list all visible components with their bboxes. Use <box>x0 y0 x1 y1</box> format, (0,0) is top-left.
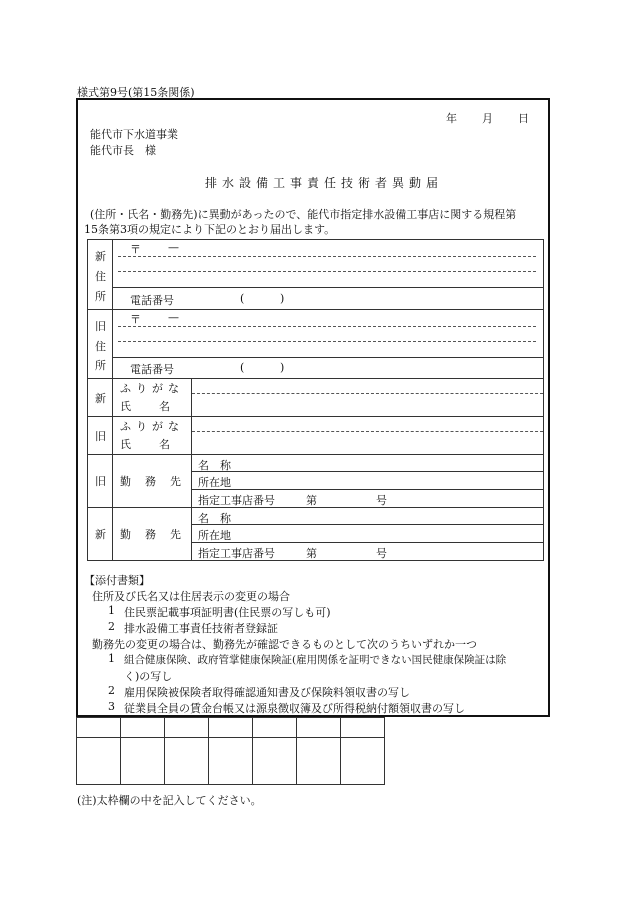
addressee-line2: 能代市長 様 <box>90 144 156 157</box>
work-new-name-label: 名 称 <box>198 512 231 525</box>
work-old-title: 勤務先 <box>120 475 195 488</box>
attachments-heading: 【添付書類】 <box>84 574 150 587</box>
stamp-cell[interactable] <box>77 738 121 785</box>
case1-item-2-num: 2 <box>108 620 115 633</box>
footnote: (注)太枠欄の中を記入してください。 <box>77 794 262 807</box>
work-old-name-label: 名 称 <box>198 459 231 472</box>
address-new-label-3: 所 <box>95 290 106 303</box>
name-new-name-label: 氏 名 <box>120 400 172 413</box>
stamp-cell[interactable] <box>297 738 341 785</box>
case2-item-1-text: 組合健康保険、政府管掌健康保険証(雇用関係を証明できない国民健康保険証は除 <box>124 654 507 666</box>
work-new-reg-prefix: 第 <box>306 547 317 560</box>
case1-item-1-text: 住民票記載事項証明書(住民票の写しも可) <box>124 606 331 619</box>
phone-old-label: 電話番号 <box>130 363 174 376</box>
work-old-label: 旧 <box>95 475 106 488</box>
stamp-cell[interactable] <box>341 738 385 785</box>
address-new-line-1[interactable] <box>118 256 536 257</box>
main-table <box>87 239 544 561</box>
case1-item-2-text: 排水設備工事責任技術者登録証 <box>124 622 278 635</box>
address-old-line-2[interactable] <box>118 341 536 342</box>
name-old-label: 旧 <box>95 430 106 443</box>
date-month-label: 月 <box>482 112 493 125</box>
stamp-cell[interactable] <box>121 738 165 785</box>
date-day-label: 日 <box>518 112 529 125</box>
stamp-cell[interactable] <box>253 718 297 738</box>
address-old-label-1: 旧 <box>95 320 106 333</box>
postal-dash: — <box>168 311 179 324</box>
addressee-line1: 能代市下水道事業 <box>90 128 178 141</box>
case2-item-1-num: 1 <box>108 652 115 665</box>
name-old-furigana-label: ふりがな <box>120 420 184 433</box>
phone-new-paren-close: ) <box>280 292 285 305</box>
address-new-line-2[interactable] <box>118 271 536 272</box>
address-old-label-2: 住 <box>95 340 106 353</box>
name-old-furigana-field[interactable] <box>192 431 543 432</box>
stamp-grid <box>76 717 385 785</box>
case2-item-3-num: 3 <box>108 700 115 713</box>
case2-item-3-text: 従業員全員の賃金台帳又は源泉徴収簿及び所得税納付額領収書の写し <box>124 702 465 715</box>
postal-dash: — <box>168 241 179 254</box>
work-old-location-label: 所在地 <box>198 476 231 489</box>
name-new-label: 新 <box>95 392 106 405</box>
postal-mark-icon: 〒 <box>130 243 141 256</box>
stamp-cell[interactable] <box>341 718 385 738</box>
case2-item-1-cont: く)の写し <box>124 670 173 683</box>
work-new-reg-label: 指定工事店番号 <box>198 547 275 560</box>
stamp-cell[interactable] <box>209 718 253 738</box>
postal-mark-icon: 〒 <box>130 313 141 326</box>
form-frame <box>76 98 550 717</box>
attachments-case1: 住所及び氏名又は住居表示の変更の場合 <box>92 590 290 603</box>
address-new-label-1: 新 <box>95 250 106 263</box>
phone-old-paren-open: ( <box>240 361 245 374</box>
name-new-furigana-label: ふりがな <box>120 382 184 395</box>
case2-item-2-num: 2 <box>108 684 115 697</box>
address-old-line-1[interactable] <box>118 326 536 327</box>
work-old-reg-suffix: 号 <box>376 494 387 507</box>
stamp-cell[interactable] <box>209 738 253 785</box>
phone-old-paren-close: ) <box>280 361 285 374</box>
work-new-title: 勤務先 <box>120 528 195 541</box>
stamp-cell[interactable] <box>297 718 341 738</box>
date-year-label: 年 <box>446 112 457 125</box>
work-old-reg-prefix: 第 <box>306 494 317 507</box>
name-new-furigana-field[interactable] <box>192 393 543 394</box>
stamp-cell[interactable] <box>121 718 165 738</box>
phone-new-label: 電話番号 <box>130 294 174 307</box>
intro-line2: 15条第3項の規定により下記のとおり届出します。 <box>84 223 336 236</box>
case1-item-1-num: 1 <box>108 604 115 617</box>
case2-item-2-text: 雇用保険被保険者取得確認通知書及び保険料領収書の写し <box>124 686 410 699</box>
stamp-cell[interactable] <box>77 718 121 738</box>
work-new-reg-suffix: 号 <box>376 547 387 560</box>
attachments-case2: 勤務先の変更の場合は、勤務先が確認できるものとして次のうちいずれか一つ <box>92 638 477 651</box>
intro-line1: (住所・氏名・勤務先)に異動があったので、能代市指定排水設備工事店に関する規程第 <box>90 208 517 221</box>
stamp-cell[interactable] <box>165 718 209 738</box>
stamp-cell[interactable] <box>253 738 297 785</box>
stamp-cell[interactable] <box>165 738 209 785</box>
phone-new-paren-open: ( <box>240 292 245 305</box>
work-new-location-label: 所在地 <box>198 529 231 542</box>
address-new-label-2: 住 <box>95 270 106 283</box>
name-old-name-label: 氏 名 <box>120 438 172 451</box>
form-number: 様式第9号(第15条関係) <box>77 86 195 99</box>
work-new-label: 新 <box>95 528 106 541</box>
form-title: 排水設備工事責任技術者異動届 <box>205 176 444 190</box>
address-old-label-3: 所 <box>95 359 106 372</box>
work-old-reg-label: 指定工事店番号 <box>198 494 275 507</box>
